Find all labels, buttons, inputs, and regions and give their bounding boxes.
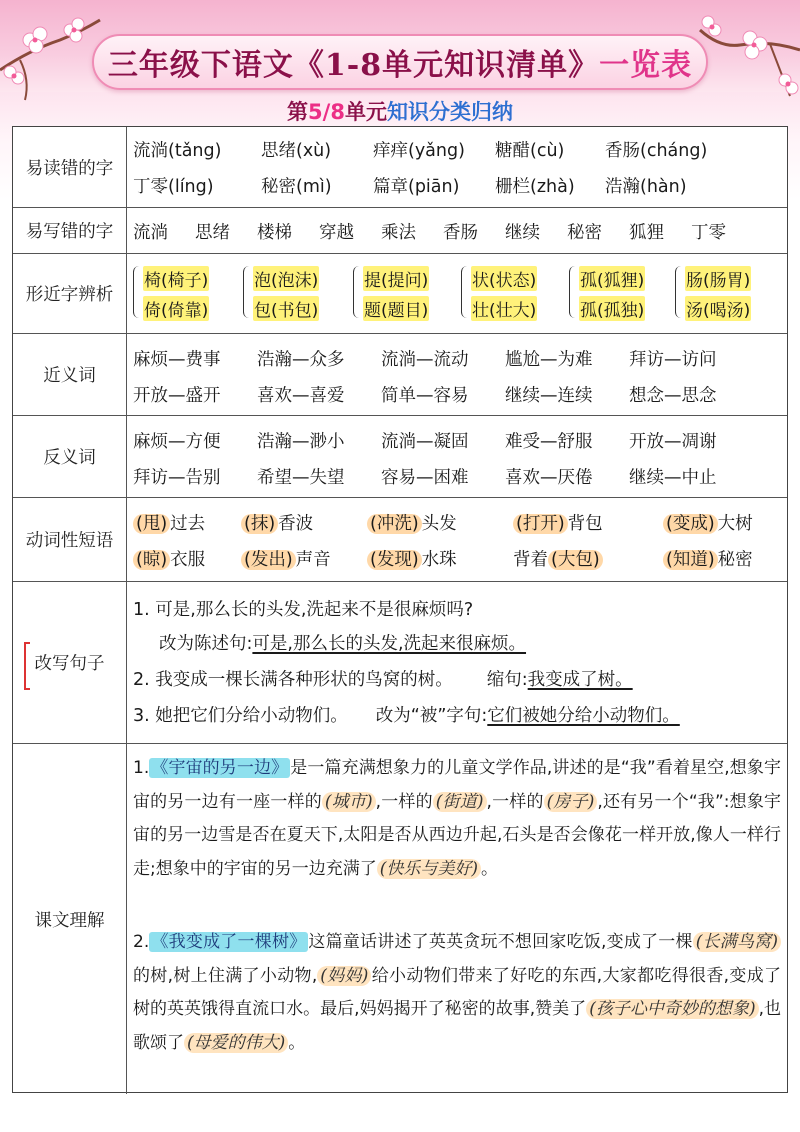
page-subtitle	[0, 96, 800, 124]
list-item	[513, 510, 603, 535]
brace-icon	[133, 266, 141, 318]
list-item: 2. 我变成一棵长满各种形状的鸟窝的树。	[133, 670, 453, 690]
rewrite-answer: 可是,那么长的头发,洗起来很麻烦。	[252, 634, 527, 654]
list-item: 头发	[421, 514, 457, 534]
list-item: 乘法	[381, 223, 416, 243]
page-title	[108, 40, 692, 84]
verb-highlight: (变成)	[663, 514, 718, 534]
list-item	[133, 510, 205, 535]
red-bracket-mark	[24, 642, 30, 690]
row-content	[127, 208, 787, 253]
row-label: 动词性短语	[13, 498, 127, 581]
subtitle-unit-number: 5/8	[308, 100, 345, 124]
list-item: 开放—凋谢	[629, 432, 717, 452]
list-item: 是一篇充满想象力的儿童文学作品,讲述的是“我”看着星空,想象宇宙的另一边有一座一样的	[133, 758, 782, 812]
subtitle-prefix: 第	[287, 100, 309, 124]
list-item: 糖醋(cù)	[495, 141, 565, 161]
list-item: 2.	[133, 932, 150, 952]
list-item: 声音	[295, 550, 331, 570]
list-item	[367, 510, 457, 535]
list-item: 背包	[567, 514, 603, 534]
list-item	[663, 510, 753, 535]
list-item: 给小动物们带来了好吃的东西,大家都吃得很香,变成了树的英英饿得直流口水。最后,妈妈揭开了秘密的故事,赞美了	[133, 965, 782, 1019]
list-item: 丁零	[691, 223, 726, 243]
answer-highlight: (妈妈)	[317, 966, 371, 986]
list-item: 题(题目)	[363, 296, 429, 321]
list-item	[159, 630, 783, 655]
list-item: 狐狸	[629, 223, 664, 243]
book-title: 《我变成了一棵树》	[151, 932, 307, 952]
verb-highlight: (打开)	[513, 514, 568, 534]
list-item: 希望—失望	[257, 468, 345, 488]
list-item: 的树,树上住满了小动物,	[133, 965, 318, 986]
table-row-similar-chars	[13, 253, 787, 333]
list-item: 拜访—访问	[629, 350, 717, 370]
table-row-synonyms	[13, 333, 787, 415]
title-main: 三年级下语文	[107, 48, 294, 83]
list-item: 3. 她把它们分给小动物们。	[133, 706, 348, 726]
comprehension-paragraph-1	[133, 752, 781, 886]
list-item: 大树	[717, 514, 753, 534]
table-row-misread-chars	[13, 127, 787, 207]
list-item	[241, 510, 313, 535]
list-item	[133, 666, 783, 691]
list-item: 1.	[133, 758, 150, 778]
table-row-sentence-rewrite	[13, 581, 787, 743]
list-item: ,还有另一个“我”:想象宇宙的另一边雪是否在夏天下,太阳是否从西边升起,石头是否会像花一样开放,像人一样行走;想象中的宇宙的另一边充满了	[133, 791, 782, 879]
row-label: 近义词	[13, 334, 127, 415]
list-item: 思绪	[195, 223, 230, 243]
list-item: 流淌(tǎng)	[133, 141, 222, 161]
answer-highlight: (快乐与美好)	[377, 859, 481, 879]
list-item: 肠(肠胃)	[685, 266, 751, 291]
list-item: 喜欢—喜爱	[257, 386, 345, 406]
list-item: 难受—舒服	[505, 432, 593, 452]
list-item	[133, 702, 783, 727]
answer-highlight: (房子)	[544, 792, 598, 812]
list-item: 麻烦—费事	[133, 350, 221, 370]
list-item	[513, 546, 603, 571]
list-item: 开放—盛开	[133, 386, 221, 406]
list-item: 孤(孤独)	[579, 296, 645, 321]
verb-highlight: (发现)	[367, 550, 422, 570]
answer-highlight: (孩子心中奇妙的想象)	[586, 999, 758, 1019]
list-item	[133, 546, 205, 571]
list-item: 状(状态)	[471, 266, 537, 291]
rewrite-prefix: 改为陈述句:	[159, 634, 253, 654]
list-item	[241, 546, 331, 571]
row-label: 课文理解	[13, 744, 127, 1094]
list-item: ,一样的	[486, 791, 544, 812]
list-item: 香肠(cháng)	[605, 141, 708, 161]
list-item: 水珠	[421, 550, 457, 570]
rewrite-prefix: 改为“被”字句:	[375, 706, 488, 726]
brace-icon	[461, 266, 469, 318]
rewrite-answer: 我变成了树。	[527, 670, 633, 690]
title-tail: 一览表	[599, 48, 693, 83]
list-item: 穿越	[319, 223, 354, 243]
list-item: ,也歌颂了	[133, 999, 782, 1053]
book-title: 《宇宙的另一边》	[151, 758, 289, 778]
list-item: 过去	[170, 514, 206, 534]
list-item: 尴尬—为难	[505, 350, 593, 370]
list-item: ,一样的	[375, 791, 433, 812]
list-item: 喜欢—厌倦	[505, 468, 593, 488]
list-item: 汤(喝汤)	[685, 296, 751, 321]
row-label: 反义词	[13, 416, 127, 497]
list-item: 秘密	[567, 223, 602, 243]
list-item: 篇章(piān)	[373, 177, 460, 197]
list-item: 秘密	[717, 550, 753, 570]
answer-highlight: (长满鸟窝)	[693, 932, 781, 952]
row-content	[127, 416, 787, 497]
row-content	[127, 744, 787, 1094]
list-item: 浩瀚—众多	[257, 350, 345, 370]
list-item: 简单—容易	[381, 386, 469, 406]
list-item: 椅(椅子)	[143, 266, 209, 291]
table-row-text-comprehension	[13, 743, 787, 1094]
answer-highlight: (城市)	[322, 792, 376, 812]
comprehension-paragraph-2	[133, 926, 781, 1060]
verb-highlight: (知道)	[663, 550, 718, 570]
list-item	[663, 546, 753, 571]
verb-highlight: (抹)	[241, 514, 278, 534]
list-item: 流淌—凝固	[381, 432, 469, 452]
list-item: 香肠	[443, 223, 478, 243]
list-item: 1. 可是,那么长的头发,洗起来不是很麻烦吗?	[133, 600, 474, 620]
row-content	[127, 254, 787, 333]
answer-highlight: (母爱的伟大)	[184, 1033, 288, 1053]
title-range: 《1-8单元知识清单》	[293, 48, 600, 83]
row-content	[127, 498, 787, 581]
list-item: 孤(狐狸)	[579, 266, 645, 291]
list-item: 继续—连续	[505, 386, 593, 406]
row-content	[127, 334, 787, 415]
list-item: 痒痒(yǎng)	[373, 141, 465, 161]
list-item: 。	[481, 858, 498, 879]
rewrite-answer: 它们被她分给小动物们。	[487, 706, 680, 726]
list-item: 衣服	[170, 550, 206, 570]
list-item: 栅栏(zhà)	[495, 177, 575, 197]
list-item: 这篇童话讲述了英英贪玩不想回家吃饭,变成了一棵	[308, 932, 693, 952]
knowledge-table	[12, 126, 788, 1093]
list-item: 背着	[513, 550, 548, 570]
subtitle-unit: 单元	[344, 100, 387, 124]
list-item	[367, 546, 457, 571]
rewrite-prefix: 缩句:	[486, 670, 528, 690]
list-item: 容易—困难	[381, 468, 469, 488]
verb-highlight: (晾)	[133, 550, 170, 570]
verb-highlight: (发出)	[241, 550, 296, 570]
list-item: 思绪(xù)	[261, 141, 332, 161]
list-item: 流淌	[133, 223, 168, 243]
list-item: 继续—中止	[629, 468, 717, 488]
list-item: 浩瀚(hàn)	[605, 177, 687, 197]
title-banner	[92, 34, 708, 90]
brace-icon	[569, 266, 577, 318]
row-label-text: 改写句子	[34, 654, 105, 674]
list-item: 包(书包)	[253, 296, 319, 321]
table-row-verb-phrases	[13, 497, 787, 581]
list-item: 提(提问)	[363, 266, 429, 291]
list-item: 浩瀚—渺小	[257, 432, 345, 452]
row-label: 易读错的字	[13, 127, 127, 207]
list-item: 壮(壮大)	[471, 296, 537, 321]
list-item: 。	[288, 1032, 306, 1053]
list-item: 倚(倚靠)	[143, 296, 209, 321]
list-item: 秘密(mì)	[261, 177, 332, 197]
row-label: 形近字辨析	[13, 254, 127, 333]
verb-highlight: (甩)	[133, 514, 170, 534]
list-item: 泡(泡沫)	[253, 266, 319, 291]
list-item: 流淌—流动	[381, 350, 469, 370]
table-row-miswritten-chars	[13, 207, 787, 253]
row-label	[13, 582, 127, 743]
row-content	[127, 582, 787, 743]
brace-icon	[243, 266, 251, 318]
subtitle-rest: 知识分类归纳	[386, 100, 513, 124]
brace-icon	[353, 266, 361, 318]
verb-highlight: (冲洗)	[367, 514, 422, 534]
list-item: 拜访—告别	[133, 468, 221, 488]
list-item: 继续	[505, 223, 540, 243]
brace-icon	[675, 266, 683, 318]
list-item: 想念—思念	[629, 386, 717, 406]
row-label: 易写错的字	[13, 208, 127, 253]
answer-highlight: (街道)	[433, 792, 487, 812]
row-content	[127, 127, 787, 207]
list-item: 麻烦—方便	[133, 432, 221, 452]
list-item: 香波	[278, 514, 314, 534]
verb-highlight: (大包)	[548, 550, 603, 570]
list-item: 丁零(líng)	[133, 177, 214, 197]
list-item: 楼梯	[257, 223, 292, 243]
table-row-antonyms	[13, 415, 787, 497]
